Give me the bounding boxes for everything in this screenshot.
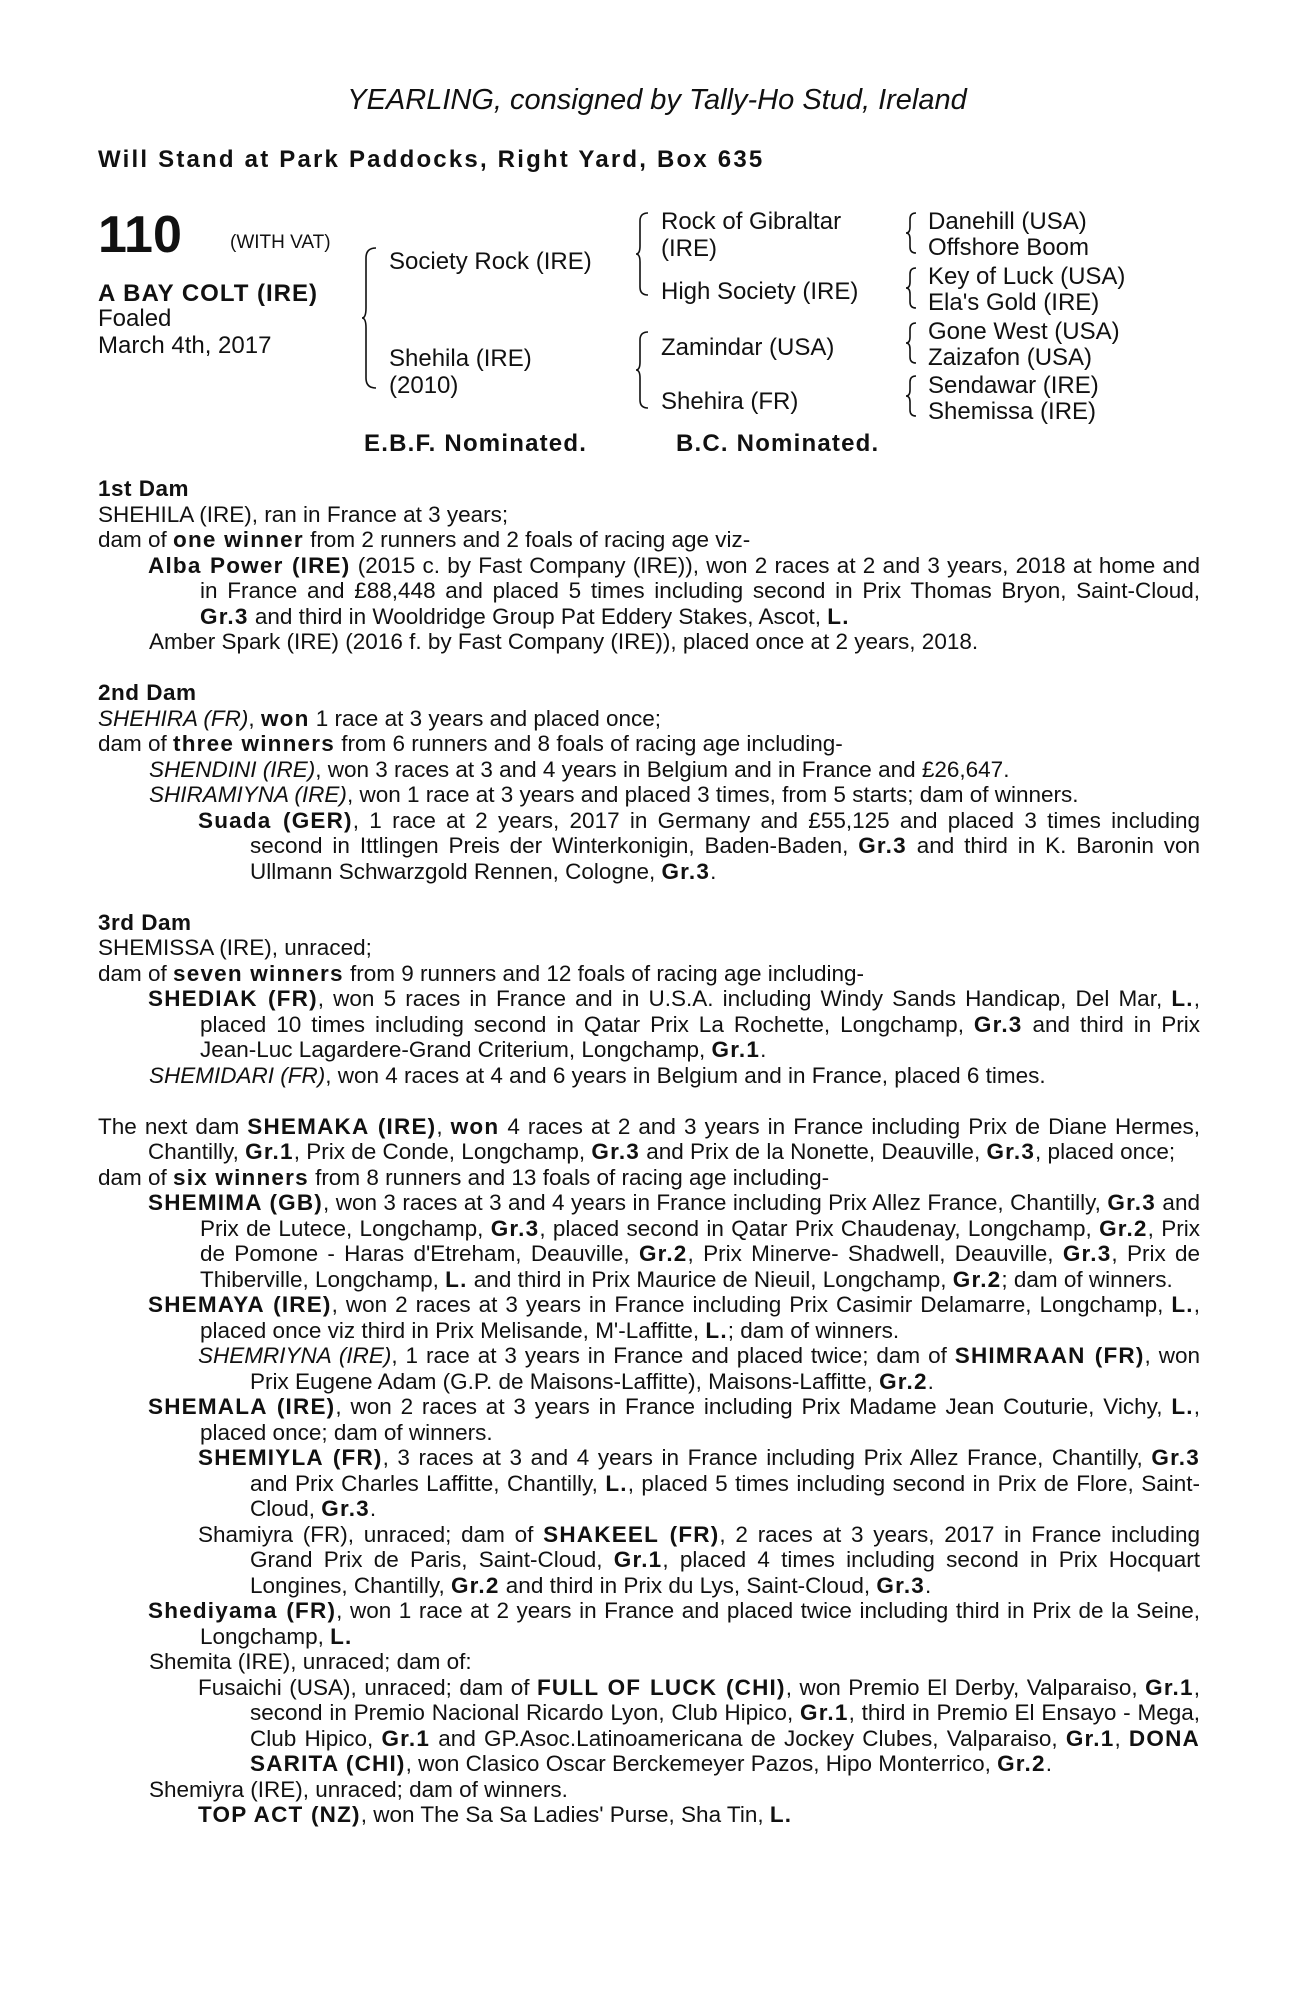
second-dam-produce: dam of three winners from 6 runners and 8 foals of racing age including- — [98, 731, 843, 756]
lot-description: A BAY COLT (IRE) — [98, 280, 319, 307]
first-dam-heading: 1st Dam — [98, 476, 190, 501]
next-dam-line: The next dam SHEMAKA (IRE), won 4 races at 2 and 3 years in France including Prix de Diane Hermes, Chantilly, Gr.1, Prix de Conde, Longchamp, Gr.3 and Prix de la Nonette, Deauville, Gr.3, placed once; — [98, 1113, 1200, 1164]
entry-alba-power: Alba Power (IRE) (2015 c. by Fast Company (IRE)), won 2 races at 2 and 3 years, 2018 at home and in France and £88,448 and placed 5 times including second in Prix Thomas Bryon, Saint-Cloud, Gr.3 and third in Wooldridge Group Pat Eddery Stakes, Ascot, L. — [148, 552, 1200, 629]
pedigree-sire: Society Rock (IRE) — [389, 248, 592, 275]
foaled-date: March 4th, 2017 — [98, 332, 272, 359]
pedigree-sire-sire-l1: Rock of Gibraltar — [661, 208, 842, 235]
entry-shemiyla: SHEMIYLA (FR), 3 races at 3 and 4 years in France including Prix Allez France, Chantilly, Gr.3 and Prix Charles Laffitte, Chantilly, L., placed 5 times including second in Prix de Flore, Saint-Cloud, Gr.3. — [198, 1445, 1200, 1521]
pedigree-sire-sire — [661, 208, 841, 262]
lot-number: 110 — [98, 206, 182, 264]
pedigree-brace-dam — [636, 330, 650, 410]
entry-shemiyra: Shemiyra (IRE), unraced; dam of winners. — [149, 1776, 568, 1802]
pedigree-sire-dam: High Society (IRE) — [661, 278, 859, 305]
ebf-nomination: E.B.F. Nominated. — [364, 430, 588, 457]
pedigree-sire-sire-l2: (IRE) — [661, 235, 717, 262]
entry-shediak: SHEDIAK (FR), won 5 races in France and in U.S.A. including Windy Sands Handicap, Del Mar, L., placed 10 times including second in Qatar Prix La Rochette, Longchamp, Gr.3 and third in Prix Jean-Luc Lagardere-Grand Criterium, Longchamp, Gr.1. — [148, 986, 1201, 1062]
vat-note: (WITH VAT) — [230, 232, 331, 253]
entry-shemriyna: SHEMRIYNA (IRE), 1 race at 3 years in France and placed twice; dam of SHIMRAAN (FR), won Prix Eugene Adam (G.P. de Maisons-Laffitte), Maisons-Laffitte, Gr.2. — [198, 1343, 1201, 1394]
second-dam-heading: 2nd Dam — [98, 680, 197, 705]
pedigree-sds: Key of Luck (USA) — [928, 263, 1126, 290]
entry-shemima: SHEMIMA (GB), won 3 races at 3 and 4 years in France including Prix Allez France, Chantilly, Gr.3 and Prix de Lutece, Longchamp, Gr.3, placed second in Qatar Prix Chaudenay, Longchamp, Gr.2, Prix de Pomone - Haras d'Etreham, Deauville, Gr.2, Prix Minerve- Shadwell, Deauville, Gr.3, Prix de Thiberville, Longchamp, L. and third in Prix Maurice de Nieuil, Longchamp, Gr.2; dam of winners. — [148, 1190, 1201, 1292]
pedigree-dsd: Zaizafon (USA) — [928, 344, 1093, 371]
pedigree-ssd: Offshore Boom — [928, 234, 1089, 261]
entry-amber-spark: Amber Spark (IRE) (2016 f. by Fast Company (IRE)), placed once at 2 years, 2018. — [149, 629, 979, 654]
pedigree-brace-ds — [906, 321, 918, 365]
next-dam-produce: dam of six winners from 8 runners and 13 foals of racing age including- — [98, 1164, 830, 1190]
pedigree-brace-ss — [906, 211, 918, 255]
third-dam-heading: 3rd Dam — [98, 909, 192, 935]
pedigree-brace-main — [362, 246, 378, 390]
first-dam-produce: dam of one winner from 2 runners and 2 foals of racing age viz- — [98, 527, 751, 552]
pedigree-brace-sd — [906, 266, 918, 310]
third-dam-line: SHEMISSA (IRE), unraced; — [98, 935, 372, 960]
first-dam-line: SHEHILA (IRE), ran in France at 3 years; — [98, 501, 509, 527]
pedigree-sss: Danehill (USA) — [928, 208, 1087, 235]
entry-shendini: SHENDINI (IRE), won 3 races at 3 and 4 years in Belgium and in France and £26,647. — [149, 756, 1010, 782]
foaled-info — [98, 305, 271, 359]
pedigree-dam-dam: Shehira (FR) — [661, 388, 799, 415]
bc-nomination: B.C. Nominated. — [676, 430, 880, 457]
entry-shemaya: SHEMAYA (IRE), won 2 races at 3 years in France including Prix Casimir Delamarre, Longchamp, L., placed once viz third in Prix Melisande, M'-Laffitte, L.; dam of winners. — [148, 1292, 1201, 1343]
entry-shemidari: SHEMIDARI (FR), won 4 races at 4 and 6 years in Belgium and in France, placed 6 times. — [149, 1062, 1046, 1088]
second-dam-line: SHEHIRA (FR), won 1 race at 3 years and placed once; — [98, 705, 662, 731]
pedigree-dam-year: (2010) — [389, 372, 459, 399]
foaled-label: Foaled — [98, 305, 172, 332]
entry-top-act: TOP ACT (NZ), won The Sa Sa Ladies' Purse, Sha Tin, L. — [198, 1802, 793, 1827]
pedigree-brace-sire — [636, 211, 650, 297]
entry-suada: Suada (GER), 1 race at 2 years, 2017 in Germany and £55,125 and placed 3 times including second in Ittlingen Preis der Winterkonigin, Baden-Baden, Gr.3 and third in K. Baronin von Ullmann Schwarzgold Rennen, Cologne, Gr.3. — [198, 807, 1201, 884]
pedigree-dss: Gone West (USA) — [928, 318, 1120, 345]
pedigree-brace-dd — [906, 374, 918, 418]
pedigree-dds: Sendawar (IRE) — [928, 372, 1099, 399]
entry-shemala: SHEMALA (IRE), won 2 races at 3 years in France including Prix Madame Jean Couturie, Vichy, L., placed once; dam of winners. — [148, 1394, 1200, 1445]
pedigree-sdd: Ela's Gold (IRE) — [928, 289, 1100, 316]
entry-shiramiyna: SHIRAMIYNA (IRE), won 1 race at 3 years and placed 3 times, from 5 starts; dam of winners. — [149, 782, 1079, 807]
pedigree-dam-sire: Zamindar (USA) — [661, 334, 835, 361]
third-dam-produce: dam of seven winners from 9 runners and 12 foals of racing age including- — [98, 960, 865, 986]
entry-shamiyra: Shamiyra (FR), unraced; dam of SHAKEEL (FR), 2 races at 3 years, 2017 in France including Grand Prix de Paris, Saint-Cloud, Gr.1, placed 4 times including second in Prix Hocquart Longines, Chantilly, Gr.2 and third in Prix du Lys, Saint-Cloud, Gr.3. — [198, 1521, 1200, 1598]
pedigree-dam-name: Shehila (IRE) — [389, 345, 532, 372]
entry-shemita: Shemita (IRE), unraced; dam of: — [149, 1649, 472, 1674]
entry-fusaichi: Fusaichi (USA), unraced; dam of FULL OF LUCK (CHI), won Premio El Derby, Valparaiso, Gr.1, second in Premio Nacional Ricardo Lyon, Club Hipico, Gr.1, third in Premio El Ensayo - Mega, Club Hipico, Gr.1 and GP.Asoc.Latinoamericana de Jockey Clubes, Valparaiso, Gr.1, DONA SARITA (CHI), won Clasico Oscar Berckemeyer Pazos, Hipo Monterrico, Gr.2. — [198, 1674, 1201, 1776]
catalogue-body — [98, 476, 1200, 1828]
entry-shediyama: Shediyama (FR), won 1 race at 2 years in France and placed twice including third in Prix de la Seine, Longchamp, L. — [148, 1598, 1200, 1649]
stand-location: Will Stand at Park Paddocks, Right Yard, Box 635 — [98, 146, 765, 173]
pedigree-dam — [389, 345, 532, 399]
pedigree-ddd: Shemissa (IRE) — [928, 398, 1097, 425]
catalogue-heading: YEARLING, consigned by Tally-Ho Stud, Ireland — [347, 84, 967, 116]
